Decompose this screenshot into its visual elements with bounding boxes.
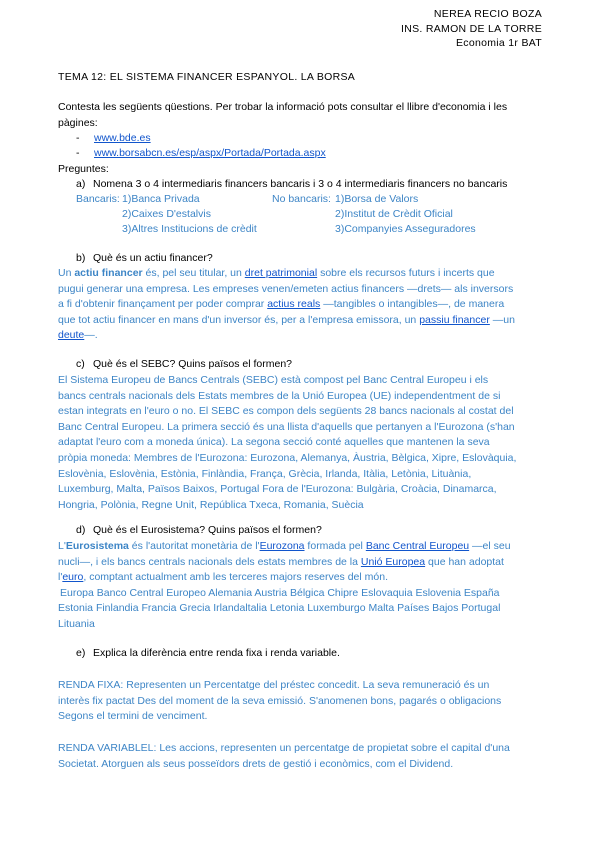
link-deute[interactable]: deute [58,329,85,342]
no-bancaris-item: 2)Institut de Crèdit Oficial [335,208,453,220]
document-page: NEREA RECIO BOZA INS. RAMON DE LA TORRE Economia 1r BAT TEMA 12: EL SISTEMA FINANCER ESPANYOL. LA BORSA Contesta les següents qüestions. Per trobar la informació pots consultar el llibre d'economia i les pàgines: - www.bde.es - www.borsabcn.es/esp/aspx/Portada/Portada.aspx Preguntes: a) Nomena 3 o 4 intermediaris financers bancaris i 3 o 4 intermediaris financers no bancaris Bancaris: 1)Banca Privada 2)Caixes D'estalvis 3)Altres Institucions de crèdit No bancaris: 1)Borsa de Valors 2)Institut de Crèdit Oficial 3)Companyies Asseguradores b) Què és un actiu financer? Un actiu financer és, pel seu titular, un dret patrimonial sobre els recursos futurs i incerts que pugui generar una empresa. Les empreses venen/emeten actius financers —drets— als inversors a fi d'obtenir finançament per poder comprar actius reals —tangibles o intangibles—, de manera que tot actiu financer en mans d'un inversor és, per a l'empresa emissora, un passiu financer —un deute—. c) Què és el SEBC? Quins països el formen? El Sistema Europeu de Bancs Centrals (SEBC) està compost pel Banc Central Europeu i els bancs centrals nacionals dels Estats membres de la Unió Europea (UE) independentment de si estan integrats en l'euro o no. El SEBC es compon dels següents 28 bancs nacionals al costat del Banc Central Europeu. La primera secció és una llista d'aquells que pertanyen a l'Eurozona (s'han adaptat l'euro com a moneda única). La segona secció conté aquelles que mantenen la seva pròpia moneda: Membres de l'Eurozona: Eurozona, Alemanya, Àustria, Bèlgica, Xipre, Eslovàquia, Eslovènia, Eslovènia, Estònia, Finlàndia, França, Grècia, Irlanda, Itàlia, Letònia, Lituània, Luxemburg, Malta, Països Baixos, Portugal Fora de l'Eurozona: Bulgària, Croàcia, Dinamarca, Hongria, Polònia, Regne Unit, República Txeca, Romania, Suècia d) Què és el Eurosistema? Quins països el formen? L'Eurosistema és l'autoritat monetària de l'Eurozona formada pel Banc Central Europeu —el seu nucli—, i els bancs centrals nacionals dels estats membres de la Unió Europea que han adoptat l'euro, comptant actualment amb les terceres majors reserves del món. Europa Banco Central Europeo Alemania Austria Bélgica Chipre Eslovaquia Eslovenia España Estonia Finlandia Francia Grecia Irlandaltalia Letonia Luxemburgo Malta Países Bajos Portugal Lituania e) Explica la diferència entre renda fixa i renda variable. RENDA FIXA: Representen un Percentatge del préstec concedit. La seva remuneració és un interès fix pactat Des del moment de la seva emissió. S'anomenen bons, pagarés o obligacions Segons el termini de venciment. RENDA VARIABLEL: Les accions, representen un percentatge de propietat sobre el capital d'una Societat. Atorguen als seus posseïdors drets de gestió i econòmics, com el Dividend. [0,0,600,848]
no-bancaris-item: 1)Borsa de Valors [335,193,419,205]
question-b: b) Què és un actiu financer? [76,252,213,264]
answer-e-renda-fixa: RENDA FIXA: Representen un Percentatge del préstec concedit. La seva remuneració és un interès fix pactat Des del moment de la seva emissió. S'anomenen bons, pagarés o obligacions Segons el termini de venciment. [58,679,502,723]
link-dret-patrimonial[interactable]: dret patrimonial [244,267,318,279]
link-bde[interactable]: www.bde.es [94,132,151,144]
link-borsabcn[interactable]: www.borsabcn.es/esp/aspx/Portada/Portada.aspx [94,147,326,159]
question-a: a) Nomena 3 o 4 intermediaris financers bancaris i 3 o 4 intermediaris financers no bancaris [76,178,508,190]
instructions-line-2: pàgines: [58,116,98,129]
link-unio-europea[interactable]: Unió Europea [360,555,426,568]
bancaris-item: 3)Altres Institucions de crèdit [122,223,257,235]
bancaris-item: 2)Caixes D'estalvis [122,208,211,220]
no-bancaris-item: 3)Companyies Asseguradores [335,223,476,235]
link-passiu-financer[interactable]: passiu financer [419,313,490,326]
page-title: TEMA 12: EL SISTEMA FINANCER ESPANYOL. LA BORSA [58,71,356,83]
question-d: d) Què és el Eurosistema? Quins països el formen? [76,524,322,536]
student-name: NEREA RECIO BOZA [433,8,542,20]
link-actius-reals[interactable]: actius reals [267,298,321,311]
answer-d: L'Eurosistema és l'autoritat monetària de l'Eurozona formada pel Banc Central Europeu —el seu nucli—, i els bancs centrals nacionals dels estats membres de la Unió Europea que han adoptat l'euro, comptant actualment amb les terceres majors reserves del món. Europa Banco Central Europeo Alemania Austria Bélgica Chipre Eslovaquia Eslovenia España Estonia Finlandia Francia Grecia Irlandaltalia Letonia Luxemburgo Malta Países Bajos Portugal Lituania [58,540,511,630]
preguntes-label: Preguntes: [58,163,109,175]
answer-e-renda-variable: RENDA VARIABLEL: Les accions, representen un percentatge de propietat sobre el capital d'una Societat. Atorguen als seus posseïdors drets de gestió i econòmics, com el Dividend. [58,742,510,770]
course-name: Economia 1r BAT [455,37,542,49]
link-eurozona[interactable]: Eurozona [259,540,305,552]
question-e: e) Explica la diferència entre renda fixa i renda variable. [76,647,340,659]
question-c: c) Què és el SEBC? Quins països el formen? [76,358,293,370]
link-euro[interactable]: euro [62,571,84,584]
instructions-line-1: Contesta les següents qüestions. Per trobar la informació pots consultar el llibre d'economia i les [58,101,508,113]
bancaris-item: 1)Banca Privada [122,193,200,205]
link-list-item: - www.bde.es [76,132,151,144]
instructions [58,100,546,131]
answer-c: El Sistema Europeu de Bancs Centrals (SEBC) està compost pel Banc Central Europeu i els bancs centrals nacionals dels Estats membres de la Unió Europea (UE) independentment de si estan integrats en l'euro o no. El SEBC es compon dels següents 28 bancs nacionals al costat del Banc Central Europeu. La primera secció és una llista d'aquells que pertanyen a l'Eurozona (s'han adaptat l'euro com a moneda única). La segona secció conté aquelles que mantenen la seva pròpia moneda: Membres de l'Eurozona: Eurozona, Alemanya, Àustria, Bèlgica, Xipre, Eslovàquia, Eslovènia, Eslovènia, Estònia, Finlàndia, França, Grècia, Irlanda, Itàlia, Letònia, Lituània, Luxemburg, Malta, Països Baixos, Portugal Fora de l'Eurozona: Bulgària, Croàcia, Dinamarca, Hongria, Polònia, Regne Unit, República Txeca, Romania, Suècia [58,374,517,511]
answer-b: Un actiu financer és, pel seu titular, un dret patrimonial sobre els recursos futurs i incerts que pugui generar una empresa. Les empreses venen/emeten actius financers —drets— als inversors a fi d'obtenir finançament per poder comprar actius reals —tangibles o intangibles—, de manera que tot actiu financer en mans d'un inversor és, per a l'empresa emissora, un passiu financer —un deute—. [58,267,515,342]
link-banc-central-europeu[interactable]: Banc Central Europeu [365,540,470,552]
link-list-item: - www.borsabcn.es/esp/aspx/Portada/Portada.aspx [76,147,326,159]
header-block [401,7,542,51]
school-name: INS. RAMON DE LA TORRE [401,22,542,35]
